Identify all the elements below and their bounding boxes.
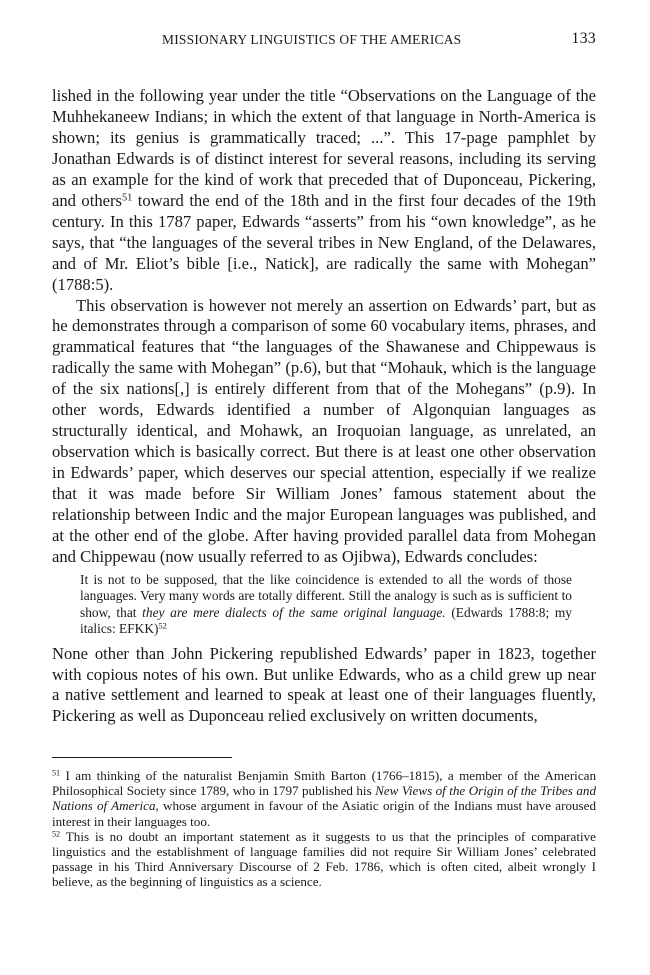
footnotes xyxy=(52,768,596,890)
footnote-51-title: New Views of the Origin of the Tribes and Nations of America xyxy=(52,783,596,814)
quote-citation: (Edwards 1788:8; my italics: EFKK) xyxy=(80,604,572,637)
paragraph-1-text: lished in the following year under the title “Observations on the Language of the Muhhekaneew Indians; in which the extent of that language in North-America is shown; its genius is grammatically traced; ...”. This 17-page pamphlet by Jonathan Edwards is of distinct interest for several reasons, including its serving as an example for the kind of work that preceded that of Duponceau, Pickering, and others xyxy=(52,86,596,210)
quote-text: It is not to be supposed, that the like coincidence is extended to all the words of those languages. Very many words are totally different. Still the analogy is such as is sufficient to show, that xyxy=(80,571,572,620)
block-quote xyxy=(80,572,572,638)
paragraph-2: This observation is however not merely an assertion on Edwards’ part, but as he demonstrates through a comparison of some 60 vocabulary items, phrases, and grammatical features that “the languages of the Shawanese and Chippewaus is radically the same with Mohegan” (p.6), but that “Mohauk, which is the language of the six nations[,] is entirely different from that of the Mohegans” (p.9). In other words, Edwards identified a number of Algonquian languages as structurally identical, and Mohawk, an Iroquoian language, as unrelated, an observation which is basically correct. But there is at least one other observation in Edwards’ paper, which deserves our special attention, especially if we realize that it was made before Sir William Jones’ famous statement about the relationship between Indic and the major European languages was published, and at the other end of the globe. After having provided parallel data from Mohegan and Chippewau (now usually referred to as Ojibwa), Edwards concludes: xyxy=(52,295,596,566)
footnote-ref-51: 51 xyxy=(122,192,133,204)
footnote-52 xyxy=(52,829,596,890)
footnote-52-number: 52 xyxy=(52,829,61,839)
main-text xyxy=(52,86,596,727)
footnote-51-tail: , whose argument in favour of the Asiatic origin of the Indians must have aroused interest in their languages too. xyxy=(52,798,596,829)
footnote-divider xyxy=(52,757,232,758)
footnote-51-number: 51 xyxy=(52,768,61,778)
footnote-51 xyxy=(52,768,596,829)
quote-italic-text: they are mere dialects of the same original language. xyxy=(142,604,446,620)
footnote-ref-52: 52 xyxy=(158,621,167,631)
paragraph-3: None other than John Pickering republished Edwards’ paper in 1823, together with copious notes of his own. But unlike Edwards, who as a child grew up near a native settlement and learned to speak at least one of their languages fluently, Pickering as well as Duponceau relied exclusively on written documents, xyxy=(52,643,596,726)
running-head: MISSIONARY LINGUISTICS OF THE AMERICAS xyxy=(162,32,462,47)
footnote-52-text: This is no doubt an important statement as it suggests to us that the principles of comparative linguistics and the establishment of language families did not require Sir William Jones’ celebrated passage in his Third Anniversary Discourse of 2 Feb. 1786, which is often cited, albeit wrongly I believe, as the beginning of linguistics as a science. xyxy=(52,828,596,890)
page-number: 133 xyxy=(571,30,596,47)
paragraph-1-tail: toward the end of the 18th and in the first four decades of the 19th century. In this 1787 paper, Edwards “asserts” from his “own knowledge”, as he says, that “the languages of the several tribes in New England, of the Delawares, and of Mr. Eliot’s bible [i.e., Natick], are radically the same with Mohegan” (1788:5). xyxy=(52,190,596,294)
paragraph-1 xyxy=(52,86,596,296)
footnote-51-text: I am thinking of the naturalist Benjamin Smith Barton (1766–1815), a member of the American Philosophical Society since 1789, who in 1797 published his xyxy=(52,768,596,799)
